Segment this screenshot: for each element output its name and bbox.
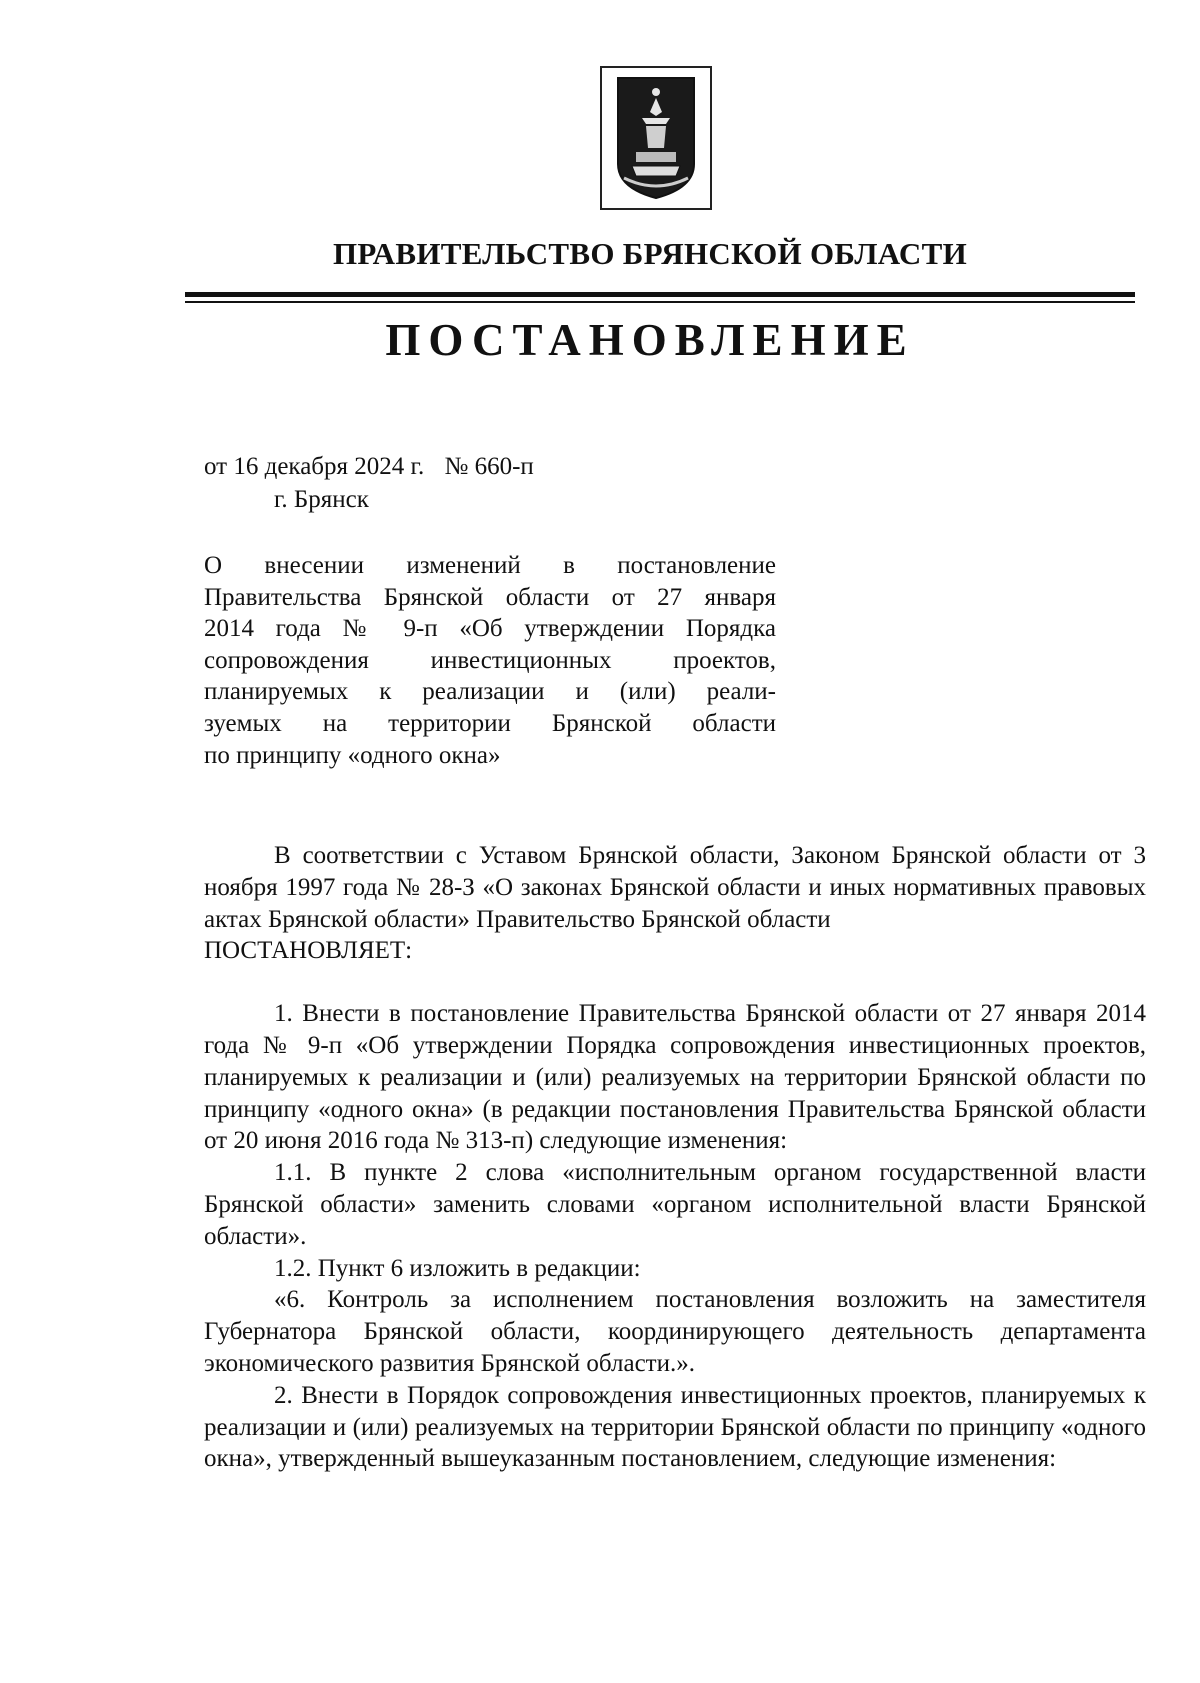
subject-line: зуемых на территории Брянской области bbox=[204, 709, 776, 737]
coat-of-arms-icon bbox=[602, 68, 710, 208]
document-subject bbox=[204, 550, 776, 771]
document-body bbox=[204, 840, 1146, 1475]
coat-of-arms-emblem bbox=[600, 66, 712, 210]
subject-line: по принципу «одного окна» bbox=[204, 741, 501, 769]
resolves-heading: ПОСТАНОВЛЯЕТ: bbox=[204, 937, 413, 965]
number-sign: № bbox=[444, 453, 469, 480]
government-title: ПРАВИТЕЛЬСТВО БРЯНСКОЙ ОБЛАСТИ bbox=[332, 236, 968, 271]
date-number-line bbox=[204, 450, 534, 483]
subject-line: О внесении изменений в постановление bbox=[204, 552, 776, 579]
document-date: 16 декабря 2024 г. bbox=[233, 453, 425, 480]
item-1-1-paragraph: 1.1. В пункте 2 слова «исполнительным органом государственной власти Брянской области» заменить словами «органом исполнительной власти Брянской области». bbox=[204, 1159, 1146, 1250]
item-1-2-paragraph: 1.2. Пункт 6 изложить в редакции: bbox=[274, 1254, 641, 1282]
header-rule-thick bbox=[185, 292, 1135, 297]
item-1-2-quote-paragraph: «6. Контроль за исполнением постановления возложить на заместителя Губернатора Брянской области, координирующего деятельность департамента экономического развития Брянской области.». bbox=[204, 1286, 1146, 1377]
document-meta bbox=[204, 450, 534, 516]
preamble-paragraph: В соответствии с Уставом Брянской области, Законом Брянской области от 3 ноября 1997 года № 28-З «О законах Брянской области и иных нормативных правовых актах Брянской области» Правительство Брянской области bbox=[204, 842, 1146, 933]
item-2-paragraph: 2. Внести в Порядок сопровождения инвестиционных проектов, планируемых к реализации и (или) реализуемых на территории Брянской области по принципу «одного окна», утвержденный вышеуказанным постановлением, следующие изменения: bbox=[204, 1381, 1146, 1473]
document-number: 660-п bbox=[474, 453, 534, 480]
subject-line: планируемых к реализации и (или) реали- bbox=[204, 678, 776, 706]
subject-line: 2014 года № 9-п «Об утверждении Порядка bbox=[204, 615, 776, 643]
document-type-title: ПОСТАНОВЛЕНИЕ bbox=[385, 315, 915, 365]
date-prefix: от bbox=[204, 453, 228, 480]
item-1-paragraph: 1. Внести в постановление Правительства Брянской области от 27 января 2014 года № 9-п «Об утверждении Порядка сопровождения инвестиционных проектов, планируемых к реализации и (или) реализуемых на территории Брянской области по принципу «одного окна» (в редакции постановления Правительства Брянской области от 20 июня 2016 года № 313-п) следующие изменения: bbox=[204, 1000, 1146, 1155]
header-rule-thin bbox=[185, 301, 1135, 303]
subject-line: Правительства Брянской области от 27 января bbox=[204, 583, 776, 611]
document-city: г. Брянск bbox=[274, 486, 369, 513]
subject-line: сопровождения инвестиционных проектов, bbox=[204, 646, 776, 674]
